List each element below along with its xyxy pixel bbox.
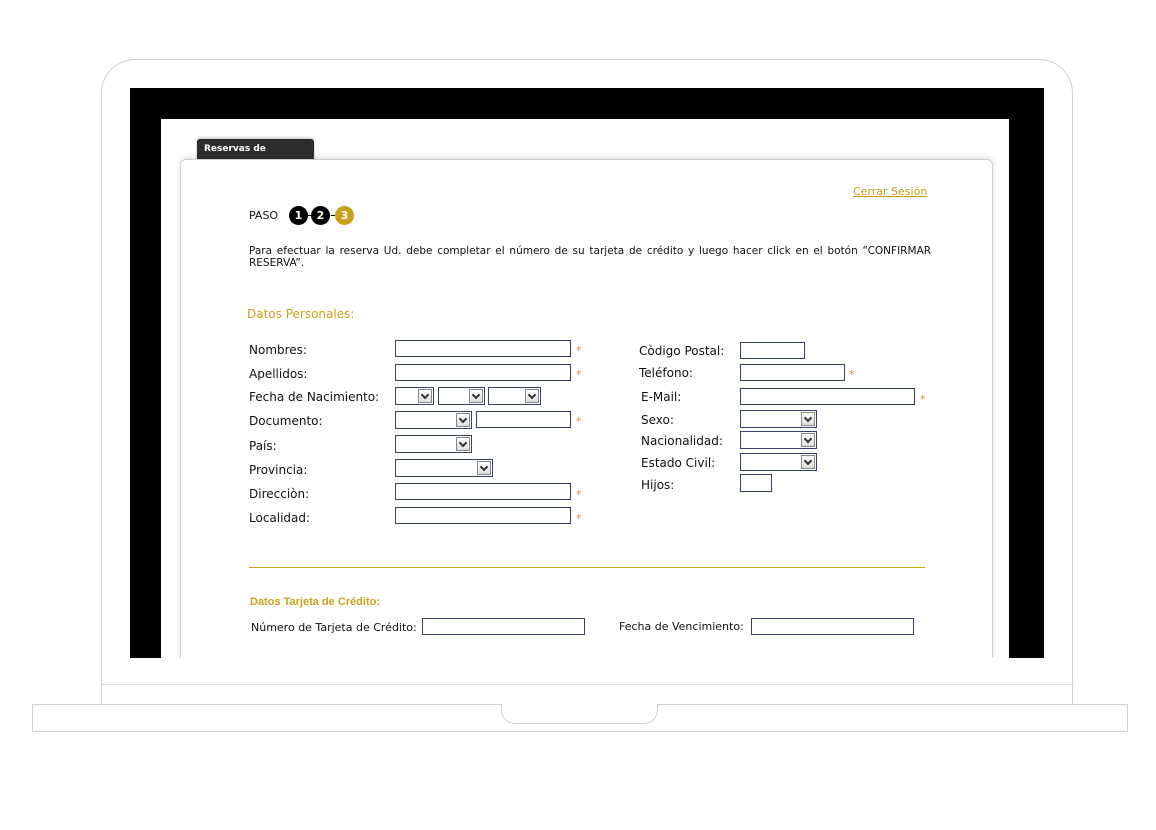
- country-select[interactable]: [395, 435, 472, 453]
- tab-reservas[interactable]: Reservas de: [197, 139, 314, 160]
- documento-label: Documento:: [249, 414, 323, 428]
- nationality-select[interactable]: [740, 431, 817, 449]
- phone-input[interactable]: [740, 364, 845, 381]
- marital-status-select[interactable]: [740, 453, 817, 471]
- chevron-down-icon: [801, 412, 815, 426]
- browser-viewport: [161, 119, 1009, 658]
- step-label: PASO: [249, 209, 279, 222]
- email-input[interactable]: [740, 388, 915, 405]
- expiry-date-label: Fecha de Vencimiento:: [619, 620, 744, 633]
- personal-data-title: Datos Personales:: [247, 307, 355, 321]
- chevron-down-icon: [418, 389, 432, 403]
- chevron-down-icon: [801, 455, 815, 469]
- direccion-label: Direcciòn:: [249, 487, 310, 501]
- chevron-down-icon: [456, 437, 470, 451]
- birth-month-select[interactable]: [438, 387, 485, 405]
- expiry-date-input[interactable]: [751, 618, 914, 635]
- laptop-notch: [501, 704, 658, 724]
- required-marker: *: [920, 393, 926, 406]
- fecha-nacimiento-label: Fecha de Nacimiento:: [249, 390, 380, 404]
- apellidos-input[interactable]: [395, 364, 571, 381]
- document-type-select[interactable]: [395, 411, 472, 429]
- form-panel: [180, 159, 993, 658]
- required-marker: *: [849, 368, 855, 381]
- nombres-label: Nombres:: [249, 343, 307, 357]
- chevron-down-icon: [477, 461, 491, 475]
- children-input[interactable]: [740, 474, 772, 492]
- chevron-down-icon: [525, 389, 539, 403]
- screen-bezel: [130, 88, 1044, 658]
- email-label: E-Mail:: [641, 390, 682, 404]
- province-select[interactable]: [395, 459, 493, 477]
- sexo-label: Sexo:: [641, 413, 674, 427]
- document-number-input[interactable]: [476, 411, 571, 428]
- step-3-badge-active: 3: [335, 206, 354, 225]
- chevron-down-icon: [801, 433, 815, 447]
- section-divider: [249, 567, 925, 568]
- chevron-down-icon: [469, 389, 483, 403]
- instructions-text: Para efectuar la reserva Ud. debe completar el número de su tarjeta de crédito y luego hacer click en el botón “CONFIRMAR RESERVA”.: [249, 245, 931, 269]
- step-1-badge: 1: [289, 206, 308, 225]
- required-marker: *: [576, 512, 582, 525]
- required-marker: *: [576, 344, 582, 357]
- birth-day-select[interactable]: [395, 387, 434, 405]
- telefono-label: Teléfono:: [639, 366, 693, 380]
- required-marker: *: [576, 488, 582, 501]
- locality-input[interactable]: [395, 507, 571, 524]
- card-number-input[interactable]: [422, 618, 585, 635]
- sex-select[interactable]: [740, 410, 817, 428]
- address-input[interactable]: [395, 483, 571, 500]
- laptop-hinge-line: [101, 684, 1073, 685]
- nacionalidad-label: Nacionalidad:: [641, 434, 723, 448]
- step-2-badge: 2: [311, 206, 330, 225]
- pais-label: País:: [249, 439, 277, 453]
- card-number-label: Número de Tarjeta de Crédito:: [251, 621, 417, 634]
- birth-year-select[interactable]: [488, 387, 541, 405]
- logout-link[interactable]: Cerrar Sesión: [853, 185, 928, 198]
- apellidos-label: Apellidos:: [249, 367, 308, 381]
- codigo-postal-label: Còdigo Postal:: [639, 344, 725, 358]
- estado-civil-label: Estado Civil:: [641, 456, 716, 470]
- required-marker: *: [576, 415, 582, 428]
- credit-card-title: Datos Tarjeta de Crédito:: [250, 596, 380, 608]
- localidad-label: Localidad:: [249, 511, 311, 525]
- chevron-down-icon: [456, 413, 470, 427]
- postal-code-input[interactable]: [740, 342, 805, 359]
- provincia-label: Provincia:: [249, 463, 308, 477]
- nombres-input[interactable]: [395, 340, 571, 357]
- required-marker: *: [576, 368, 582, 381]
- hijos-label: Hijos:: [641, 478, 675, 492]
